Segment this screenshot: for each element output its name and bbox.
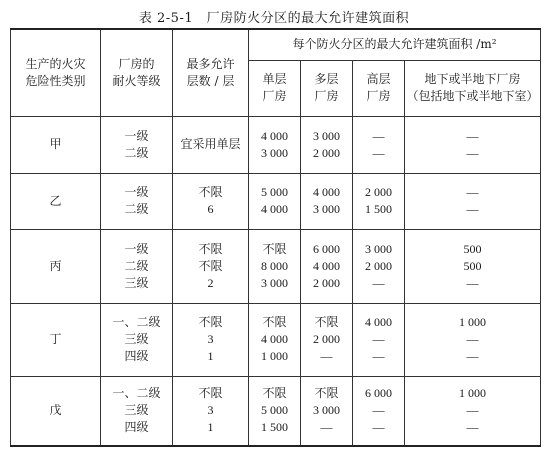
cell-fire-grade: 一级 二级 <box>101 116 173 173</box>
cell-risk-class: 甲 <box>11 116 101 173</box>
header-underground: 地下或半地下厂房 （包括地下或半地下室） <box>405 60 541 116</box>
cell-single-storey-area: 不限 4 000 1 000 <box>249 303 301 376</box>
table-row <box>11 376 541 446</box>
cell-high-rise-area: 2 000 1 500 <box>353 173 405 229</box>
cell-underground-area: 1 000 — — <box>405 303 541 376</box>
cell-max-floors: 不限 3 1 <box>173 376 249 446</box>
cell-multi-storey-area: 4 000 3 000 <box>301 173 353 229</box>
cell-underground-area: — — <box>405 116 541 173</box>
table-row <box>11 116 541 173</box>
table-row <box>11 173 541 229</box>
cell-high-rise-area: 3 000 2 000 — <box>353 229 405 303</box>
header-area-group: 每个防火分区的最大允许建筑面积 /m² <box>249 29 541 60</box>
cell-multi-storey-area: 不限 3 000 — <box>301 376 353 446</box>
table-row <box>11 303 541 376</box>
cell-high-rise-area: 6 000 — — <box>353 376 405 446</box>
cell-risk-class: 戊 <box>11 376 101 446</box>
header-single-storey: 单层 厂房 <box>249 60 301 116</box>
cell-fire-grade: 一级 二级 <box>101 173 173 229</box>
cell-max-floors: 不限 6 <box>173 173 249 229</box>
cell-fire-grade: 一级 二级 三级 <box>101 229 173 303</box>
cell-single-storey-area: 不限 5 000 1 500 <box>249 376 301 446</box>
cell-max-floors: 不限 不限 2 <box>173 229 249 303</box>
cell-risk-class: 乙 <box>11 173 101 229</box>
cell-underground-area: 500 500 — <box>405 229 541 303</box>
header-max-floors: 最多允许 层数 / 层 <box>173 29 249 116</box>
cell-multi-storey-area: 3 000 2 000 <box>301 116 353 173</box>
table-caption: 表 2-5-1 厂房防火分区的最大允许建筑面积 <box>138 11 410 26</box>
cell-high-rise-area: — — <box>353 116 405 173</box>
cell-multi-storey-area: 不限 2 000 — <box>301 303 353 376</box>
header-high-rise: 高层 厂房 <box>353 60 405 116</box>
header-risk-class: 生产的火灾 危险性类别 <box>11 29 101 116</box>
cell-single-storey-area: 4 000 3 000 <box>249 116 301 173</box>
cell-max-floors: 不限 3 1 <box>173 303 249 376</box>
cell-single-storey-area: 不限 8 000 3 000 <box>249 229 301 303</box>
cell-risk-class: 丁 <box>11 303 101 376</box>
cell-fire-grade: 一、二级 三级 四级 <box>101 376 173 446</box>
header-fire-grade: 厂房的 耐火等级 <box>101 29 173 116</box>
table-row <box>11 229 541 303</box>
cell-underground-area: 1 000 — — <box>405 376 541 446</box>
cell-fire-grade: 一、二级 三级 四级 <box>101 303 173 376</box>
cell-max-floors: 宜采用单层 <box>173 116 249 173</box>
cell-risk-class: 丙 <box>11 229 101 303</box>
fire-compartment-table <box>10 28 541 447</box>
cell-high-rise-area: 4 000 — — <box>353 303 405 376</box>
cell-single-storey-area: 5 000 4 000 <box>249 173 301 229</box>
cell-underground-area: — — <box>405 173 541 229</box>
cell-multi-storey-area: 6 000 4 000 2 000 <box>301 229 353 303</box>
header-multi-storey: 多层 厂房 <box>301 60 353 116</box>
